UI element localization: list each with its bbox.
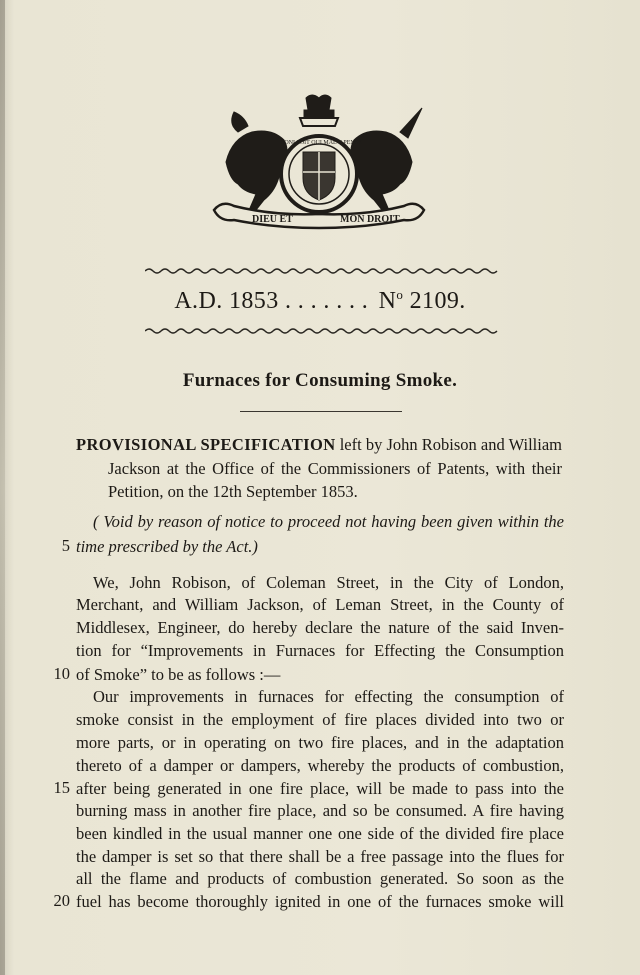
ornamental-rule-bottom [145, 326, 500, 336]
line-number-5: 5 [61, 536, 70, 555]
motto-left: DIEU ET [252, 214, 293, 225]
ad-year: A.D. 1853 . . . . . . . [174, 288, 369, 314]
body-line-4: tion for “Improvements in Furnaces for Effecting the Consumption [76, 641, 564, 660]
body-line-7: smoke consist in the employment of fire places divided into two or [76, 710, 564, 729]
body-line-12: been kindled in the usual manner one one side of the divided fire place [76, 824, 564, 843]
line-number-15: 15 [53, 778, 70, 797]
body-line-14: all the flame and products of combustion generated. So soon as the [76, 869, 564, 888]
body-line-15: fuel has become thoroughly ignited in one of the furnaces smoke will [76, 892, 564, 911]
document-title: Furnaces for Consuming Smoke. [182, 370, 458, 391]
royal-coat-of-arms-icon [208, 92, 430, 232]
void-note-line-1: ( Void by reason of notice to proceed not having been given within the [93, 512, 564, 531]
motto-right: MON DROIT [340, 214, 400, 225]
body-line-6: Our improvements in furnaces for effecting the consumption of [93, 687, 564, 706]
provisional-line-3: Petition, on the 12th September 1853. [108, 482, 358, 501]
body-line-8: more parts, or in operating on two fire places, and in the adaptation [76, 733, 564, 752]
body-line-11: burning mass in another fire place, and so be consumed. A fire having [76, 801, 564, 820]
patent-number: $N^o$ 2109. [378, 287, 466, 314]
title-rule [240, 411, 402, 412]
ornamental-rule-top [145, 266, 500, 276]
void-note-line-2: time prescribed by the Act.) [76, 537, 258, 556]
provisional-line-1: PROVISIONAL SPECIFICATION left by John Robison and William [76, 435, 562, 454]
body-line-5: of Smoke” to be as follows :— [76, 665, 281, 684]
body-line-10: after being generated in one fire place, will be made to pass into the [76, 779, 564, 798]
patent-heading [0, 287, 640, 315]
book-binding-edge [0, 0, 5, 975]
provisional-line-2: Jackson at the Office of the Commissioners of Patents, with their [108, 459, 562, 478]
body-line-13: the damper is set so that there shall be a free passage into the flues for [76, 847, 564, 866]
line-number-10: 10 [53, 664, 70, 683]
body-line-2: Merchant, and William Jackson, of Leman Street, in the County of [76, 595, 564, 614]
body-line-9: thereto of a damper or dampers, whereby the products of combustion, [76, 756, 564, 775]
body-line-1: We, John Robison, of Coleman Street, in the City of London, [93, 573, 564, 592]
body-line-3: Middlesex, Engineer, do hereby declare the nature of the said Inven- [76, 618, 564, 637]
garter-text: HONI SOIT QUI MAL Y PENSE [280, 140, 362, 146]
line-number-20: 20 [53, 891, 70, 910]
